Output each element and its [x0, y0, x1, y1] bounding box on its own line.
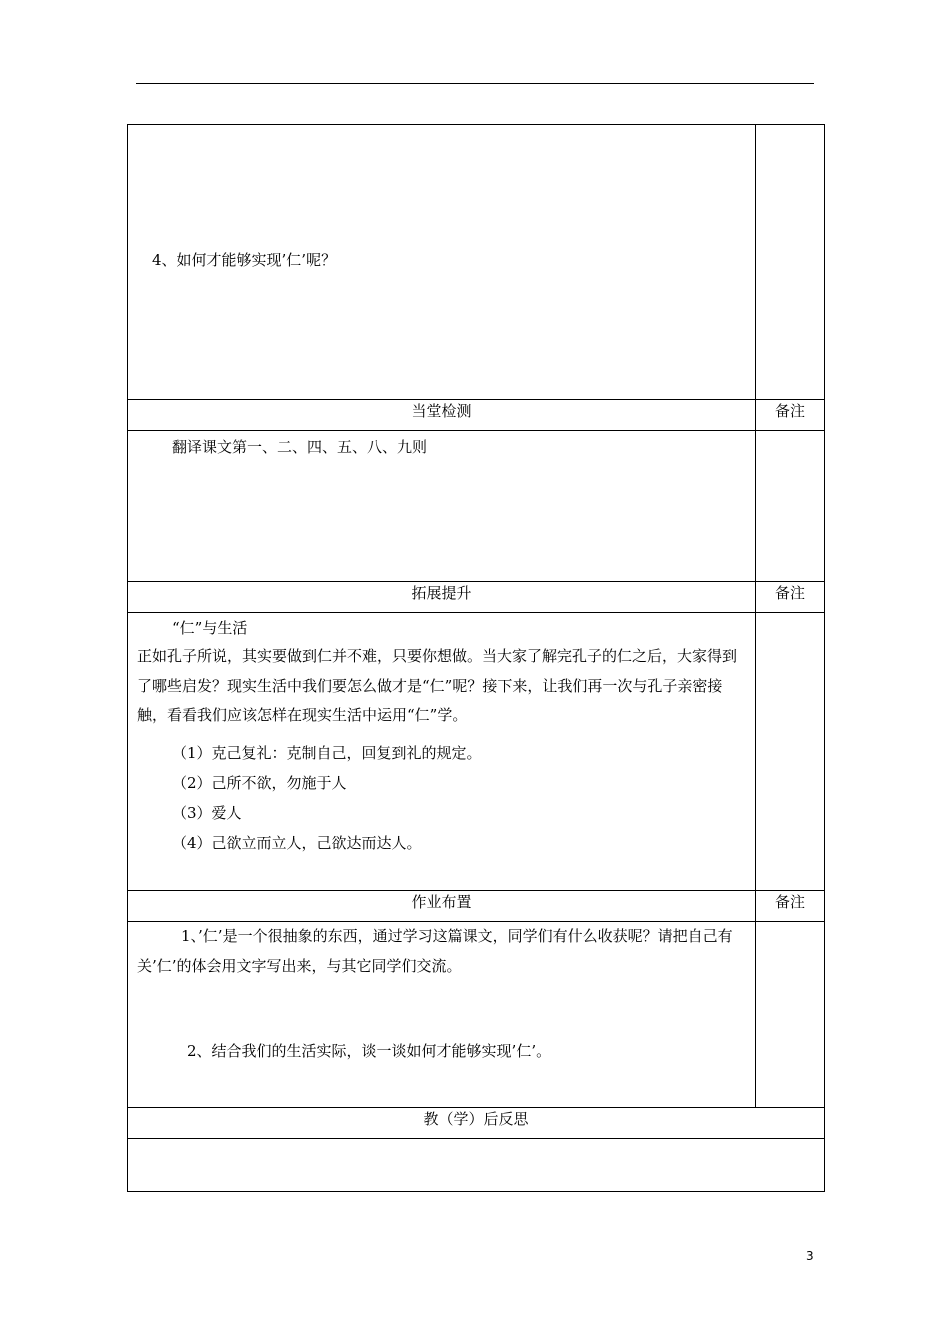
check-note-cell: [756, 431, 825, 582]
extend-item-3: （3）爱人: [172, 804, 242, 822]
question-cell: [128, 125, 756, 400]
homework-item-2: 2、结合我们的生活实际，谈一谈如何才能够实现’仁’。: [187, 1042, 552, 1060]
homework-note-cell: [756, 922, 825, 1108]
reflection-content-row: [128, 1139, 825, 1192]
reflection-content-cell: [128, 1139, 825, 1192]
extend-subtitle: “仁”与生活: [172, 619, 248, 637]
extend-paragraph: 正如孔子所说，其实要做到仁并不难，只要你想做。当大家了解完孔子的仁之后，大家得到了哪些启发？现实生活中我们要怎么做才是“仁”呢？接下来，让我们再一次与孔子亲密接触，看看我们应该怎样在现实生活中运用“仁”学。: [137, 647, 738, 724]
extend-item-1: （1）克己复礼：克制自己，回复到礼的规定。: [172, 744, 482, 762]
extend-note-cell: [756, 613, 825, 891]
check-title: 当堂检测: [128, 400, 756, 431]
check-content-cell: [128, 431, 756, 582]
homework-header-row: [128, 891, 825, 922]
homework-content-cell: [128, 922, 756, 1108]
extend-content-row: [128, 613, 825, 891]
check-header-row: [128, 400, 825, 431]
header-rule: [136, 83, 814, 84]
extend-item-4: （4）己欲立而立人，己欲达而达人。: [172, 834, 422, 852]
lesson-plan-table: [127, 124, 825, 1192]
extend-content-cell: [128, 613, 756, 891]
homework-note-label: 备注: [756, 891, 825, 922]
check-content-row: [128, 431, 825, 582]
homework-title: 作业布置: [128, 891, 756, 922]
extend-title: 拓展提升: [128, 582, 756, 613]
extend-note-label: 备注: [756, 582, 825, 613]
reflection-title: 教（学）后反思: [128, 1108, 825, 1139]
homework-content-row: [128, 922, 825, 1108]
extend-header-row: [128, 582, 825, 613]
check-content: 翻译课文第一、二、四、五、八、九则: [172, 438, 428, 456]
homework-item-1: 1、’仁’是一个很抽象的东西，通过学习这篇课文，同学们有什么收获呢？请把自己有 关’仁’的体会用文字写出来，与其它同学们交流。: [137, 927, 748, 975]
question-4: 4、如何才能够实现’仁’呢？: [152, 251, 337, 269]
extend-item-2: （2）己所不欲，勿施于人: [172, 774, 347, 792]
reflection-header-row: [128, 1108, 825, 1139]
page-number: 3: [806, 1249, 814, 1263]
question-note-cell: [756, 125, 825, 400]
question-row: [128, 125, 825, 400]
check-note-label: 备注: [756, 400, 825, 431]
